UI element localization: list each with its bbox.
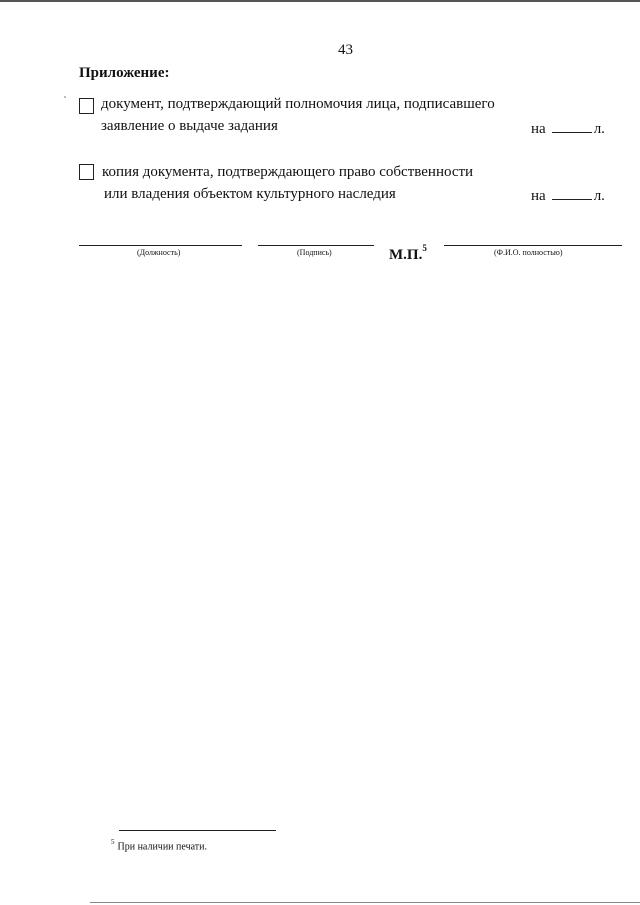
sheets-prefix: на bbox=[531, 121, 546, 137]
attachment-text-line1: документ, подтверждающий полномочия лица, подписавшего bbox=[101, 96, 495, 112]
stamp-label bbox=[389, 245, 427, 264]
attachment-checkbox[interactable] bbox=[79, 164, 94, 180]
sheets-count bbox=[531, 118, 605, 138]
full-name-caption: (Ф.И.О. полностью) bbox=[494, 248, 563, 257]
attachment-checkbox[interactable] bbox=[79, 98, 94, 114]
sheets-count bbox=[531, 185, 605, 205]
signature-line[interactable] bbox=[258, 245, 374, 246]
sheets-prefix: на bbox=[531, 188, 546, 204]
attachment-text-line2: заявление о выдаче задания bbox=[101, 118, 278, 134]
footnote-text: При наличии печати. bbox=[117, 841, 207, 853]
top-border bbox=[0, 0, 640, 2]
footnote-ref: 5 bbox=[111, 838, 115, 846]
scan-mark bbox=[64, 96, 66, 98]
sheets-suffix: л. bbox=[593, 121, 605, 137]
sheets-blank[interactable] bbox=[552, 118, 592, 133]
full-name-line[interactable] bbox=[444, 245, 622, 246]
footnote bbox=[111, 839, 207, 852]
attachment-text-line1: копия документа, подтверждающего право собственности bbox=[102, 164, 474, 180]
page-number: 43 bbox=[338, 42, 353, 58]
signature-caption: (Подпись) bbox=[297, 248, 332, 257]
stamp-footnote-ref: 5 bbox=[422, 243, 427, 253]
attachment-text-line2: или владения объектом культурного наследия bbox=[104, 186, 396, 202]
stamp-text: М.П. bbox=[389, 247, 423, 263]
position-line[interactable] bbox=[79, 245, 242, 246]
footnote-separator bbox=[119, 830, 276, 831]
sheets-suffix: л. bbox=[593, 188, 605, 204]
bottom-border bbox=[90, 902, 640, 903]
sheets-blank[interactable] bbox=[552, 185, 592, 200]
position-caption: (Должность) bbox=[137, 248, 181, 257]
attachments-heading: Приложение: bbox=[79, 65, 170, 81]
